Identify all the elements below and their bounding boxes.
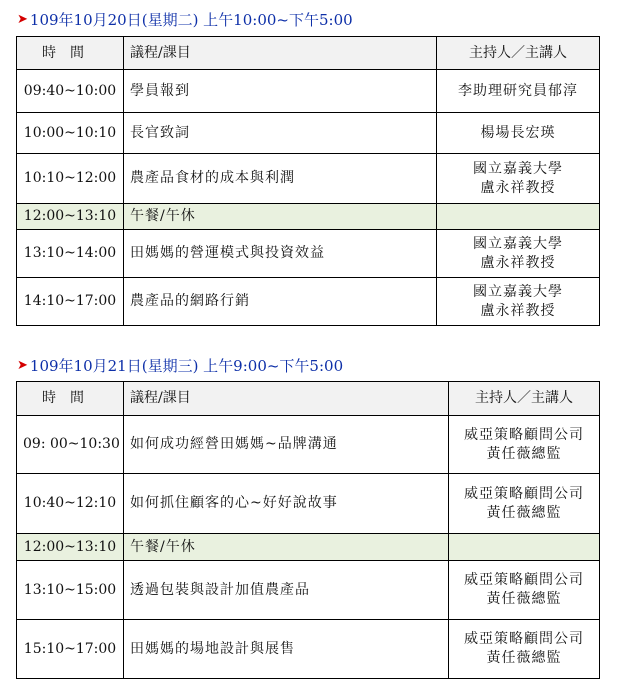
row-host [437,230,600,278]
host-line: 黃任薇總監 [486,445,562,462]
row-host [449,474,600,534]
column-header-time: 時間 [17,37,124,70]
host-line: 盧永祥教授 [480,302,556,319]
table-row [17,561,600,620]
table-row [17,154,600,204]
row-topic: 透過包裝與設計加值農產品 [124,561,449,620]
column-header-topic: 議程/課目 [124,382,449,416]
day-2-header-text: 109年10月21日(星期三) 上午9:00~下午5:00 [29,357,344,375]
row-topic: 午餐/午休 [124,534,449,561]
arrow-bullet-icon: ➤ [17,12,28,27]
row-host [449,620,600,679]
table-row [17,620,600,679]
row-time: 10:00~10:10 [17,113,124,154]
column-header-time: 時間 [17,382,124,416]
table-header-row [17,37,600,70]
host-line: 威亞策略顧問公司 [464,631,584,647]
table-header-row [17,382,600,416]
row-topic: 農產品的網路行銷 [124,278,437,326]
host-line: 黃任薇總監 [486,591,562,607]
host-line: 黃任薇總監 [486,504,562,521]
row-time: 14:10~17:00 [17,278,124,326]
host-line: 威亞策略顧問公司 [464,485,584,502]
day-2-schedule-table [16,381,600,679]
row-time: 09: 00~10:30 [17,416,124,474]
host-line: 威亞策略顧問公司 [464,572,584,588]
row-topic: 農產品食材的成本與利潤 [124,154,437,204]
row-time: 12:00~13:10 [17,204,124,230]
host-line: 楊場長宏瑛 [480,124,556,141]
row-host [437,278,600,326]
column-header-host: 主持人／主講人 [449,382,600,416]
day-1-header [17,9,353,30]
host-line: 盧永祥教授 [480,179,556,196]
row-topic: 如何抓住顧客的心~好好說故事 [124,474,449,534]
row-time: 15:10~17:00 [17,620,124,679]
row-host [437,204,600,230]
row-topic: 長官致詞 [124,113,437,154]
row-topic: 田媽媽的營運模式與投資效益 [124,230,437,278]
host-line: 國立嘉義大學 [473,160,563,177]
table-row [17,416,600,474]
table-row [17,278,600,326]
row-topic: 田媽媽的場地設計與展售 [124,620,449,679]
arrow-bullet-icon: ➤ [17,358,28,373]
lunch-row [17,534,600,561]
row-time: 13:10~15:00 [17,561,124,620]
host-line: 盧永祥教授 [480,254,556,271]
host-line: 李助理研究員郁淳 [458,82,578,99]
row-host [437,70,600,113]
table-row [17,70,600,113]
row-topic: 午餐/午休 [124,204,437,230]
day-1-header-text: 109年10月20日(星期二) 上午10:00~下午5:00 [29,11,353,29]
row-time: 10:10~12:00 [17,154,124,204]
row-topic: 學員報到 [124,70,437,113]
row-host [437,113,600,154]
row-time: 13:10~14:00 [17,230,124,278]
host-line: 威亞策略顧問公司 [464,426,584,443]
host-line: 國立嘉義大學 [473,235,563,252]
row-host [437,154,600,204]
host-line: 黃任薇總監 [486,650,562,666]
table-row [17,113,600,154]
table-row [17,230,600,278]
row-time: 09:40~10:00 [17,70,124,113]
column-header-host: 主持人／主講人 [437,37,600,70]
column-header-topic: 議程/課目 [124,37,437,70]
table-row [17,474,600,534]
day-1-schedule-table [16,36,600,326]
row-time: 12:00~13:10 [17,534,124,561]
lunch-row [17,204,600,230]
row-time: 10:40~12:10 [17,474,124,534]
row-host [449,416,600,474]
row-host [449,534,600,561]
row-topic: 如何成功經營田媽媽~品牌溝通 [124,416,449,474]
row-host [449,561,600,620]
day-2-header [17,355,343,376]
host-line: 國立嘉義大學 [473,283,563,300]
